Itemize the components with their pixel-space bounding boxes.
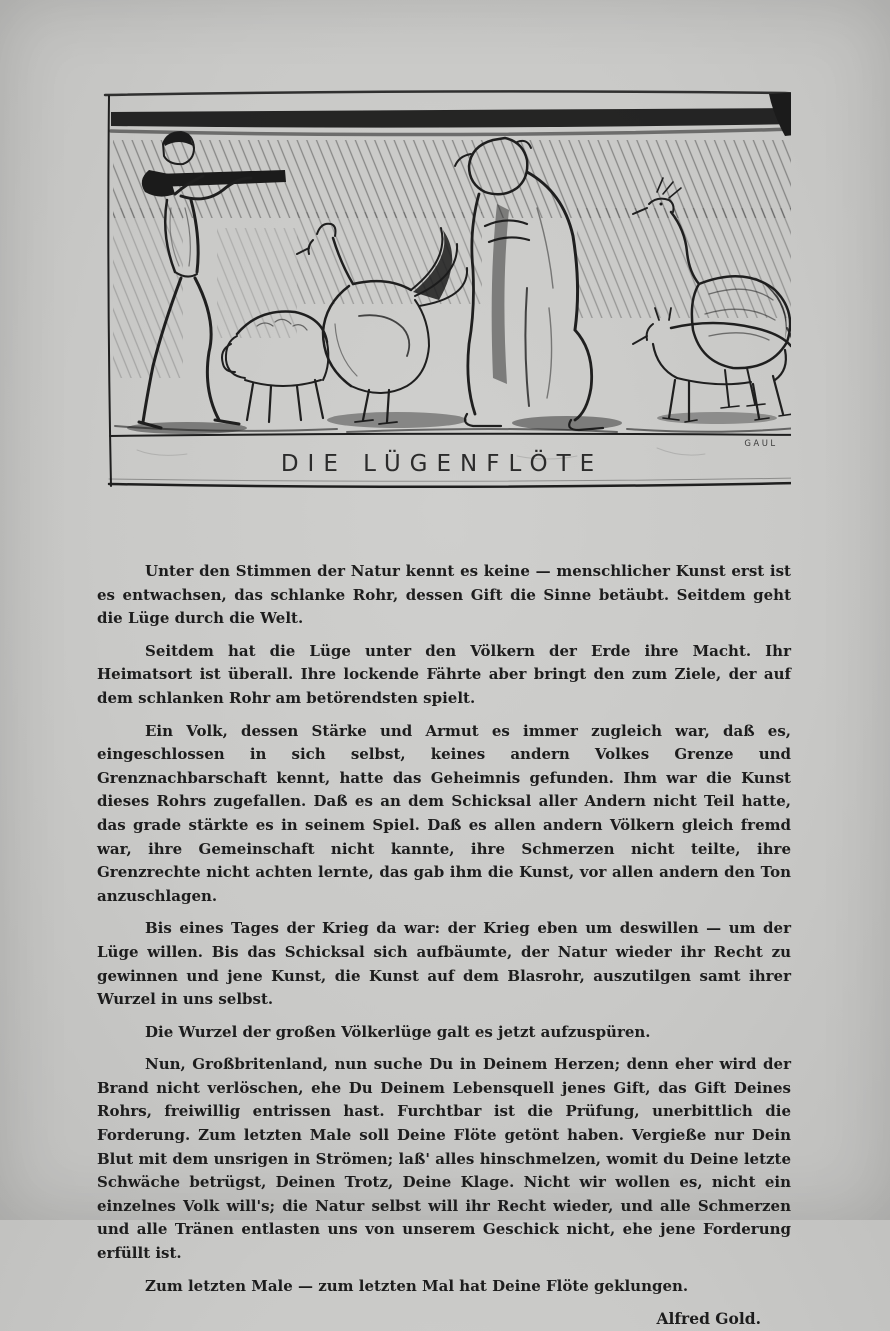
artist-signature: GAUL (744, 439, 778, 449)
paragraph: Unter den Stimmen der Natur kennt es keine — menschlicher Kunst erst ist es entwachsen, das schlanke Rohr, dessen Gift die Sinne betäubt. Seitdem geht die Lüge durch die Welt. (97, 562, 791, 628)
illustration-caption: DIE LÜGENFLÖTE (280, 451, 604, 477)
lithograph-illustration (97, 88, 791, 492)
paragraph: Zum letzten Male — zum letzten Mal hat Deine Flöte geklungen. (145, 1276, 689, 1295)
paragraph: Bis eines Tages der Krieg da war: der Krieg eben um deswillen — um der Lüge willen. Bis das Schicksal sich aufbäumte, der Natur wieder ihr Recht zu gewinnen und jene Kunst, die Kunst auf dem Blasrohr, auszutilgen samt ihrer Wurzel in uns selbst. (97, 919, 791, 1009)
paragraph: Seitdem hat die Lüge unter den Völkern der Erde ihre Macht. Ihr Heimatsort ist überall. Ihre lockende Fährte aber bringt den zum Ziele, der auf dem schlanken Rohr am betörendsten spielt. (97, 641, 791, 707)
dog-figure (633, 308, 791, 422)
paragraph: Die Wurzel der großen Völkerlüge galt es jetzt aufzuspüren. (145, 1022, 651, 1041)
paragraph: Nun, Großbritenland, nun suche Du in Deinem Herzen; denn eher wird der Brand nicht verlöschen, ehe Du Deinem Lebensquell jenes Gift, das Gift Deines Rohrs, freiwillig entrissen hast. Furchtbar ist die Prüfung, unerbittlich die Forderung. Zum letzten Male soll Deine Flöte getönt haben. Vergieße nur Dein Blut mit dem unsrigen in Strömen; laß' alles hinschmelzen, womit du Deine letzte Schwäche betrügst, Deinen Trotz, Deine Klage. Nicht wir wollen es, nicht ein einzelnes Volk will's; die Natur selbst will ihr Recht wieder, und alle Schmerzen und alle Tränen entlasten uns von unserem Geschick nicht, ehe jene Forderung erfüllt ist. (97, 1055, 791, 1263)
illustration-plate (97, 88, 791, 492)
caption-band (137, 439, 778, 477)
article-text (97, 560, 791, 1331)
paragraph: Ein Volk, dessen Stärke und Armut es immer zugleich war, daß es, eingeschlossen in sich selbst, keines andern Volkes Grenze und Grenznachbarschaft kennt, hatte das Geheimnis gefunden. Ihm war die Kunst dieses Rohrs zugefallen. Daß es an dem Schicksal aller Andern nicht Teil hatte, das grade stärkte es in seinem Spiel. Daß es allen andern Völkern gleich fremd war, ihre Gemeinschaft nicht kannte, ihre Schmerzen nicht teilte, ihre Grenzrechte nicht achten lernte, das gab ihm die Kunst, vor allen andern den Ton anzuschlagen. (97, 721, 791, 905)
author-signature: Alfred Gold. (656, 1309, 761, 1329)
